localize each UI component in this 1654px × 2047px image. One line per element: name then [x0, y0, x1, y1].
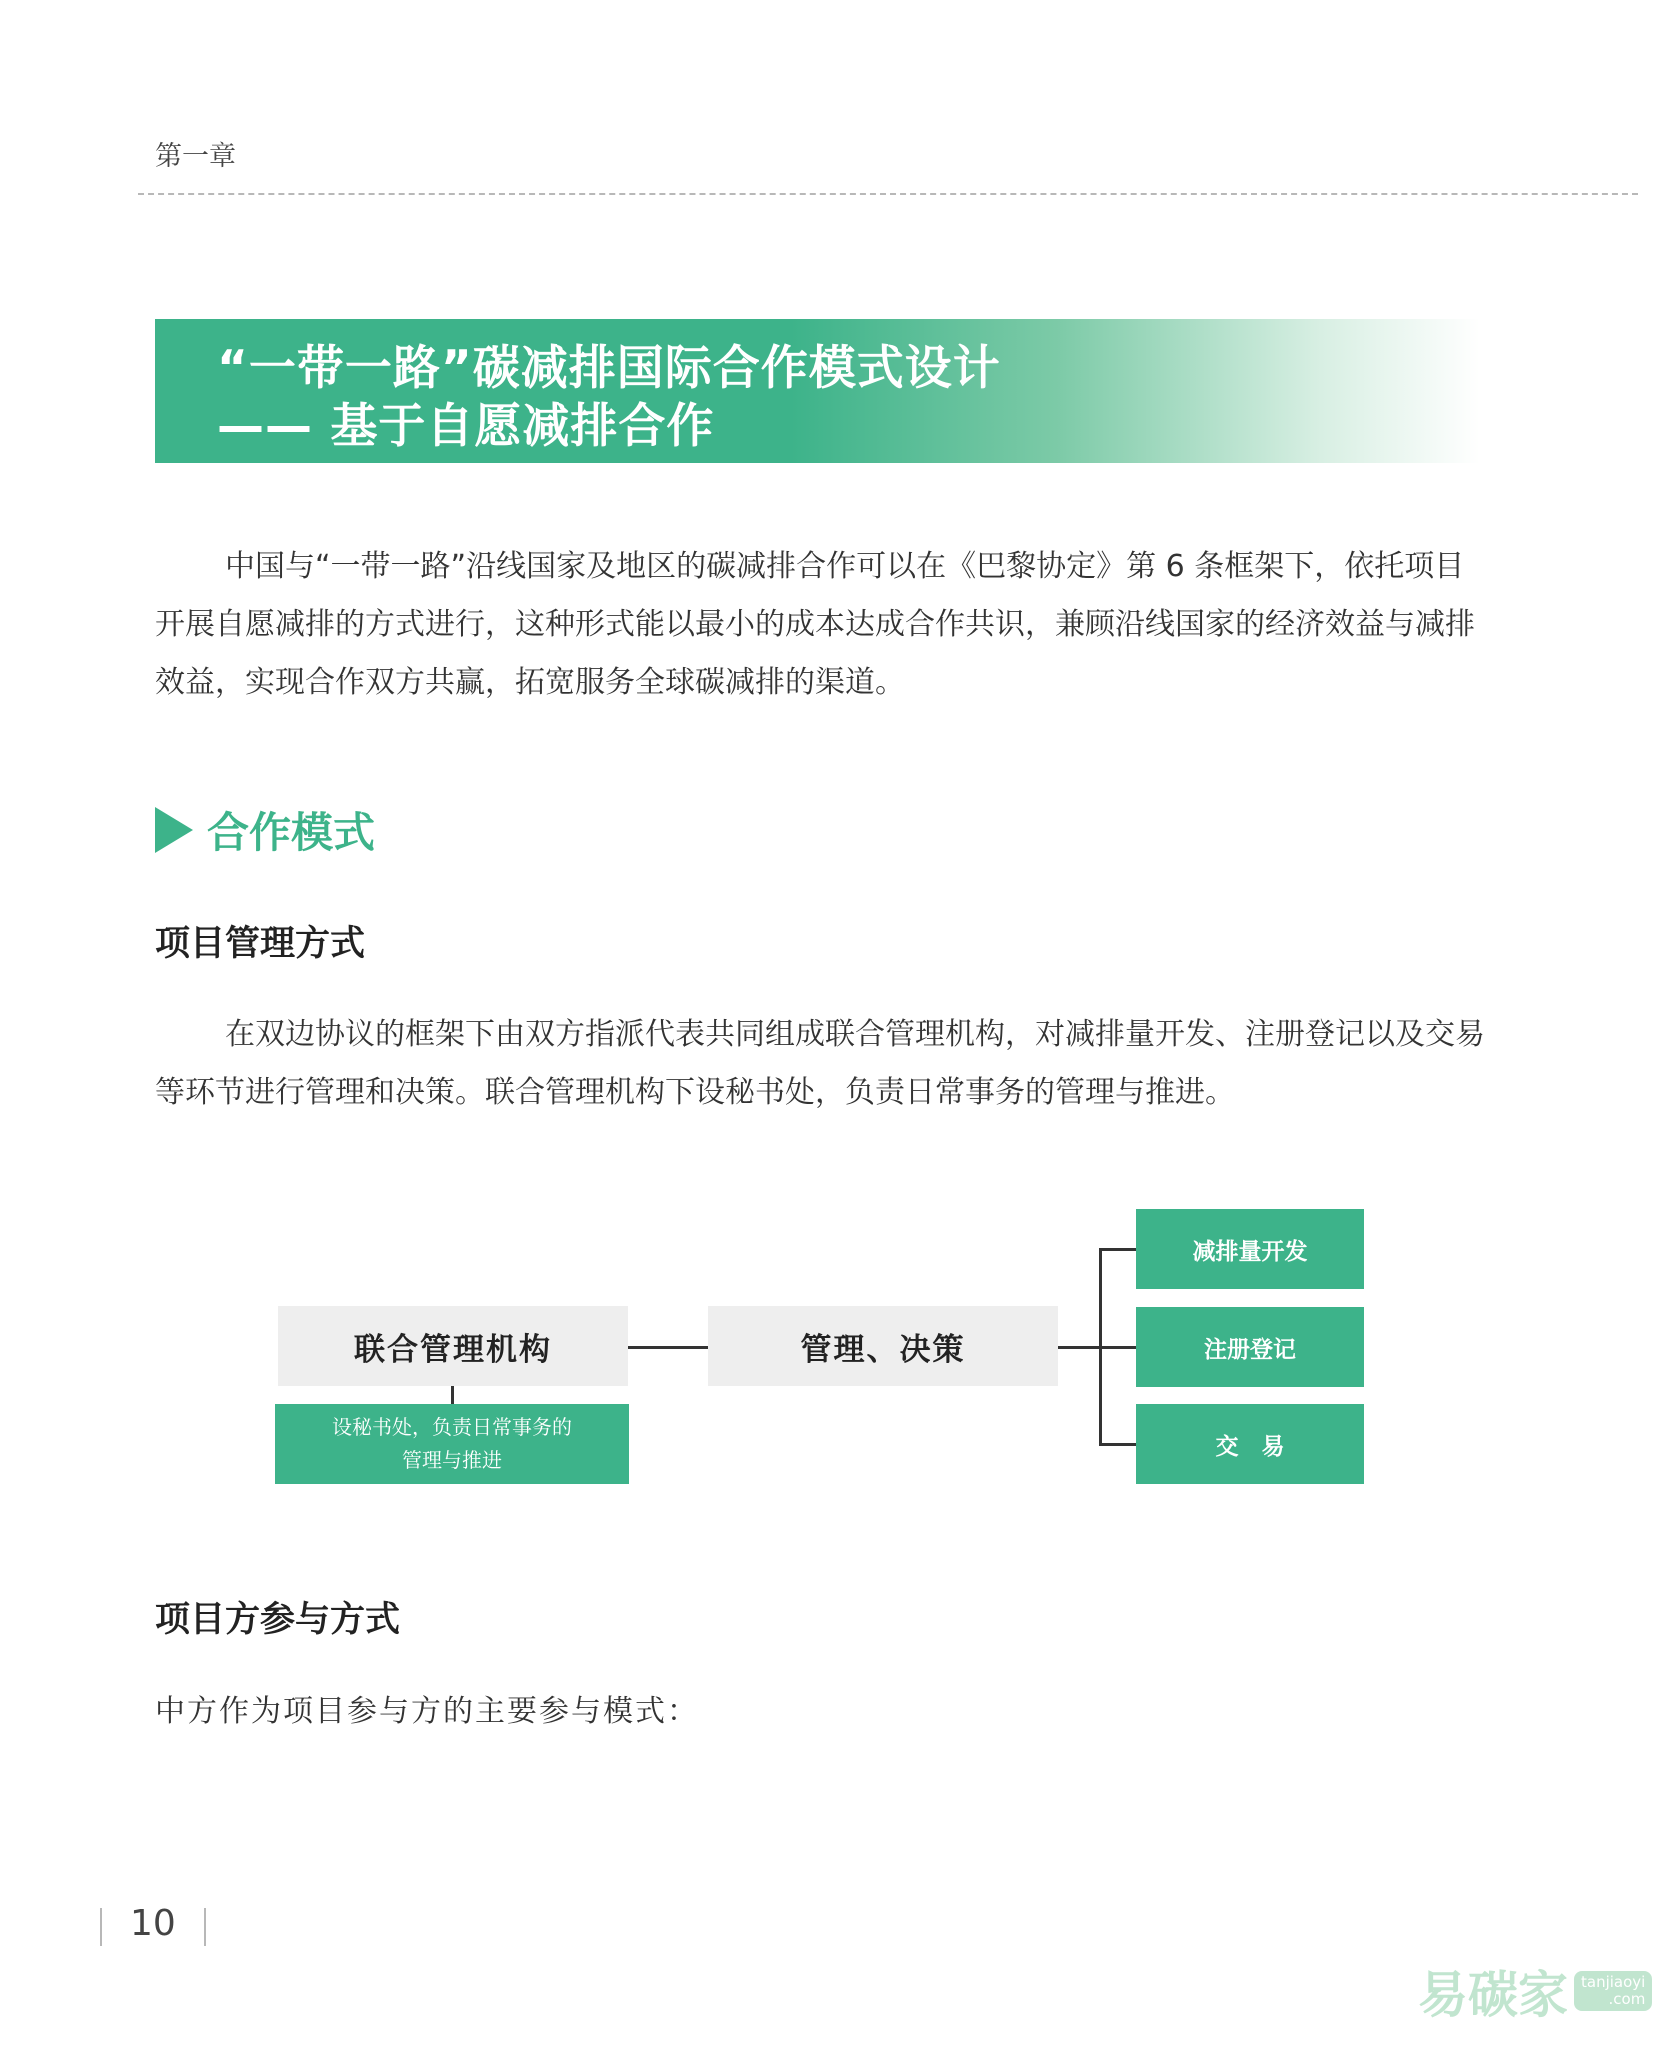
decision-box: 管理、决策: [708, 1306, 1058, 1386]
watermark-domain-1: tanjiaoyi: [1581, 1973, 1646, 1991]
connector-line: [1099, 1443, 1136, 1446]
title-line-2: —— 基于自愿减排合作: [217, 399, 715, 454]
watermark-badge: [1574, 1971, 1652, 2011]
watermark-domain-2: .com: [1608, 1990, 1646, 2008]
connector-line: [451, 1386, 454, 1404]
connector-line: [1099, 1346, 1136, 1349]
secretariat-box: [275, 1404, 629, 1484]
emission-development-box: 减排量开发: [1136, 1209, 1364, 1289]
play-triangle-icon: [155, 807, 193, 853]
management-heading: 项目管理方式: [155, 924, 366, 964]
connector-line: [1058, 1346, 1100, 1349]
chapter-label: 第一章: [155, 141, 236, 172]
participation-text: 中方作为项目参与方的主要参与模式：: [155, 1694, 699, 1729]
joint-management-box: 联合管理机构: [278, 1306, 628, 1386]
secretariat-text-2: 管理与推进: [402, 1448, 502, 1472]
section-title: 合作模式: [207, 808, 376, 857]
intro-paragraph: 中国与“一带一路”沿线国家及地区的碳减排合作可以在《巴黎协定》第 6 条框架下，依托项目开展自愿减排的方式进行，这种形式能以最小的成本达成合作共识，兼顾沿线国家的经济效益与减排效益，实现合作双方共赢，拓宽服务全球碳减排的渠道。: [155, 549, 1475, 700]
section-heading: [155, 800, 375, 860]
management-paragraph: 在双边协议的框架下由双方指派代表共同组成联合管理机构，对减排量开发、注册登记以及交易等环节进行管理和决策。联合管理机构下设秘书处，负责日常事务的管理与推进。: [155, 1017, 1485, 1110]
watermark-text: 易碳家: [1418, 1966, 1568, 2024]
secretariat-text-1: 设秘书处，负责日常事务的: [332, 1415, 572, 1439]
page-number-bar-right: [204, 1908, 206, 1946]
page-number: 10: [130, 1903, 176, 1944]
page-number-bar-left: [100, 1908, 102, 1946]
header-divider: [138, 193, 1638, 195]
participation-heading: 项目方参与方式: [155, 1600, 401, 1640]
watermark-logo: [1418, 1955, 1652, 2027]
trading-box: 交 易: [1136, 1404, 1364, 1484]
connector-line: [1099, 1248, 1136, 1251]
title-banner: [155, 319, 1480, 463]
connector-line: [628, 1346, 708, 1349]
title-line-1: “一带一路”碳减排国际合作模式设计: [217, 341, 1001, 396]
registration-box: 注册登记: [1136, 1307, 1364, 1387]
